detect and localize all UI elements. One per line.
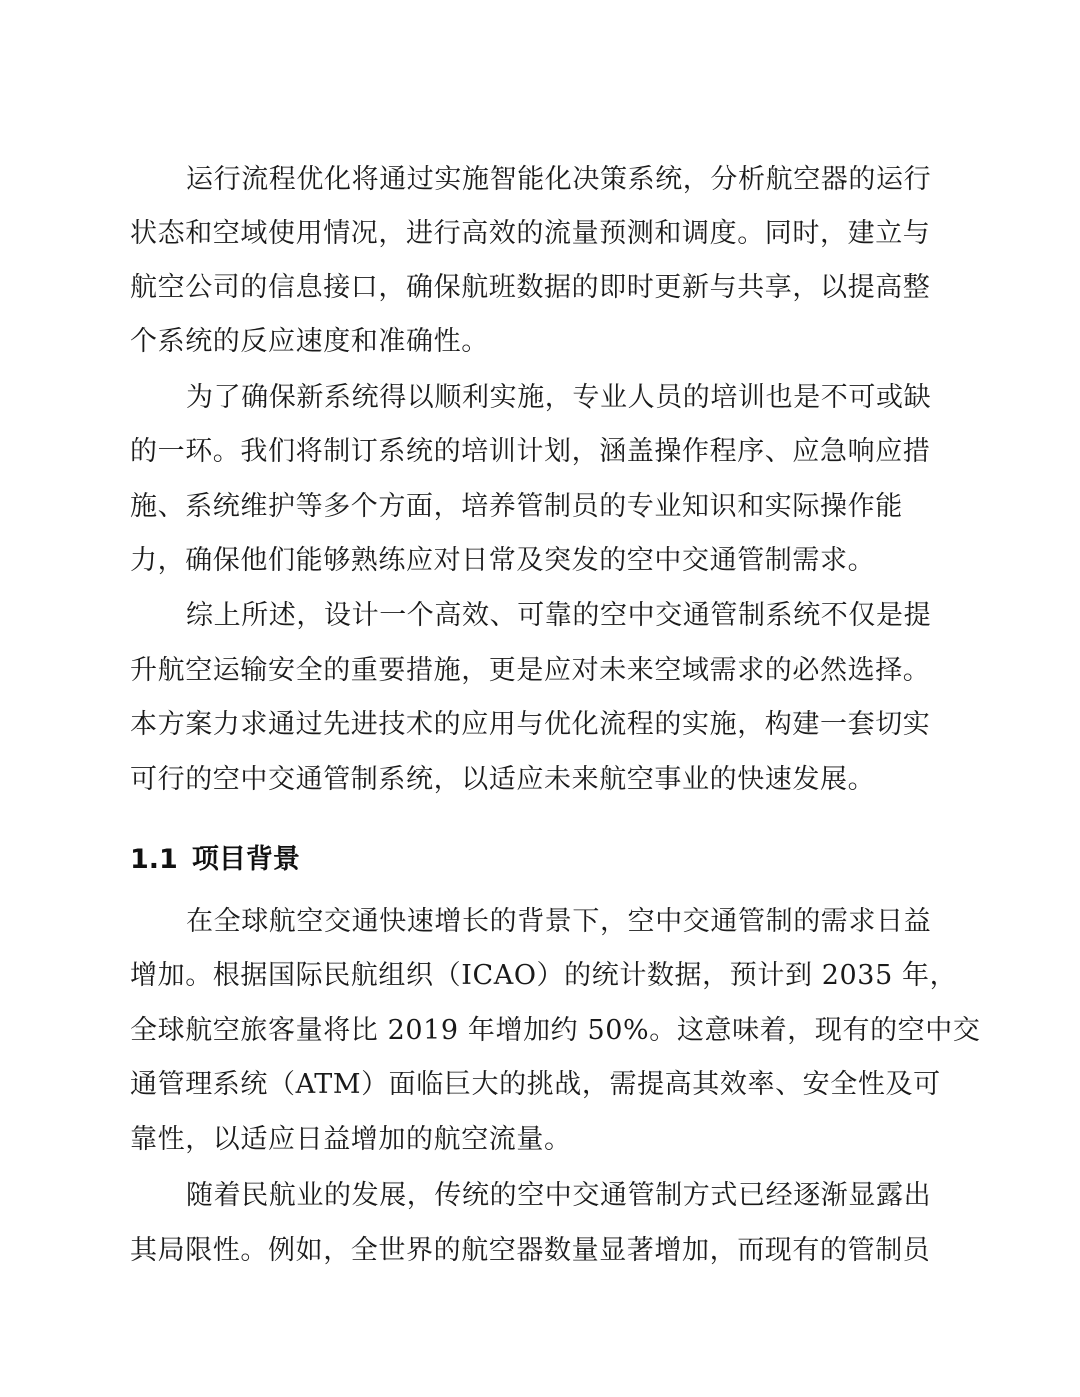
section-number: 1.1 [130, 844, 178, 875]
paragraph-line: 全球航空旅客量将比 2019 年增加约 50%。这意味着，现有的空中交 [130, 1015, 981, 1046]
paragraph-line: 其局限性。例如，全世界的航空器数量显著增加，而现有的管制员 [130, 1235, 931, 1266]
paragraph-line: 状态和空域使用情况，进行高效的流量预测和调度。同时，建立与 [130, 218, 931, 249]
paragraph-line: 在全球航空交通快速增长的背景下，空中交通管制的需求日益 [186, 906, 932, 937]
paragraph-line: 升航空运输安全的重要措施，更是应对未来空域需求的必然选择。 [130, 655, 931, 686]
paragraph-line: 个系统的反应速度和准确性。 [130, 326, 489, 357]
paragraph-line: 本方案力求通过先进技术的应用与优化流程的实施，构建一套切实 [130, 709, 931, 740]
paragraph-line: 为了确保新系统得以顺利实施，专业人员的培训也是不可或缺 [186, 382, 932, 413]
paragraph-line: 综上所述，设计一个高效、可靠的空中交通管制系统不仅是提 [186, 600, 932, 631]
paragraph-line: 可行的空中交通管制系统，以适应未来航空事业的快速发展。 [130, 764, 876, 795]
paragraph-line: 运行流程优化将通过实施智能化决策系统，分析航空器的运行 [186, 164, 932, 195]
paragraph-line: 力，确保他们能够熟练应对日常及突发的空中交通管制需求。 [130, 545, 876, 576]
paragraph-line: 靠性，以适应日益增加的航空流量。 [130, 1124, 572, 1155]
paragraph-line: 增加。根据国际民航组织（ICAO）的统计数据，预计到 2035 年， [130, 960, 958, 991]
section-title: 项目背景 [191, 844, 300, 875]
paragraph-line: 的一环。我们将制订系统的培训计划，涵盖操作程序、应急响应措 [130, 436, 931, 467]
section-heading [130, 838, 300, 882]
paragraph-line: 航空公司的信息接口，确保航班数据的即时更新与共享，以提高整 [130, 272, 931, 303]
paragraph-line: 通管理系统（ATM）面临巨大的挑战，需提高其效率、安全性及可 [130, 1069, 941, 1100]
paragraph-line: 施、系统维护等多个方面，培养管制员的专业知识和实际操作能 [130, 491, 903, 522]
paragraph-line: 随着民航业的发展，传统的空中交通管制方式已经逐渐显露出 [186, 1180, 932, 1211]
